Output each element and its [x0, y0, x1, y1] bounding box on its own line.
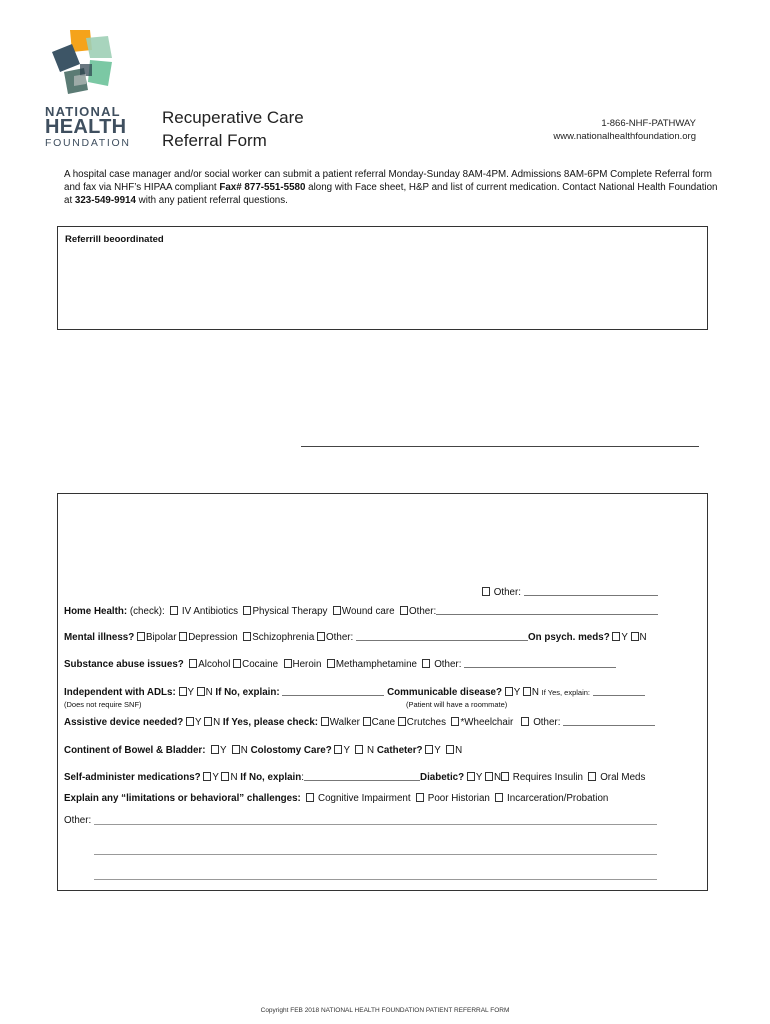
assistive-other-checkbox[interactable] [521, 717, 529, 726]
other-top-label: Other: [493, 587, 521, 598]
diabetic-no-checkbox[interactable] [485, 772, 493, 781]
adl-no-label: N [205, 687, 213, 698]
nhf-logo-icon [50, 28, 120, 106]
substance-other-field[interactable] [464, 659, 616, 668]
mental-other-label: Other: [326, 632, 354, 643]
other-bottom-label: Other: [64, 815, 92, 826]
logo-national-text: NATIONAL [45, 104, 121, 119]
assistive-check-label: If Yes, please check: [222, 717, 319, 728]
insulin-checkbox[interactable] [501, 772, 509, 781]
other-line-2[interactable] [94, 854, 657, 855]
depression-checkbox[interactable] [179, 632, 187, 641]
logo-foundation-text: FOUNDATION [45, 137, 131, 149]
psych-meds-label: On psych. meds? [528, 632, 610, 643]
bipolar-label: Bipolar [145, 632, 177, 643]
limitations-label: Explain any “limitations or behavioral” challenges: [64, 793, 301, 804]
intro-fax: Fax# 877-551-5580 [219, 182, 306, 193]
logo-health-text: HEALTH [45, 116, 127, 138]
referral-coordinated-label: Referrill beoordinated [65, 234, 164, 245]
communicable-explain-field[interactable] [593, 687, 645, 696]
referral-coordinated-box[interactable] [57, 226, 708, 330]
cognitive-label: Cognitive Impairment [318, 793, 411, 804]
continent-row [64, 745, 462, 756]
self-admin-label: Self-administer medications? [64, 772, 201, 783]
colostomy-yes-label: Y [343, 745, 350, 756]
wound-care-label: Wound care [341, 606, 395, 617]
crutches-label: Crutches [406, 717, 446, 728]
assistive-yes-checkbox[interactable] [186, 717, 194, 726]
copyright-footer: Copyright FEB 2018 NATIONAL HEALTH FOUNDATION PATIENT REFERRAL FORM [260, 1007, 510, 1014]
home-health-other-label: Other: [409, 606, 437, 617]
cane-checkbox[interactable] [363, 717, 371, 726]
communicable-no-checkbox[interactable] [523, 687, 531, 696]
insulin-label: Requires Insulin [512, 772, 583, 783]
iv-antibiotics-checkbox[interactable] [170, 606, 178, 615]
communicable-explain-label: If Yes, explain: [541, 688, 591, 697]
communicable-yes-checkbox[interactable] [505, 687, 513, 696]
substance-abuse-label: Substance abuse issues? [64, 659, 184, 670]
wheelchair-checkbox[interactable] [451, 717, 459, 726]
home-health-other-checkbox[interactable] [400, 606, 408, 615]
adl-explain-label: If No, explain: [215, 687, 280, 698]
home-health-other-field[interactable] [436, 606, 658, 615]
colostomy-no-checkbox[interactable] [355, 745, 363, 754]
oral-meds-checkbox[interactable] [588, 772, 596, 781]
self-admin-yes-label: Y [212, 772, 219, 783]
cocaine-label: Cocaine [242, 659, 279, 670]
meth-checkbox[interactable] [327, 659, 335, 668]
communicable-yes-label: Y [513, 687, 521, 698]
cognitive-checkbox[interactable] [306, 793, 314, 802]
meth-label: Methamphetamine [335, 659, 417, 670]
other-top-row [482, 587, 658, 598]
crutches-checkbox[interactable] [398, 717, 406, 726]
poor-historian-label: Poor Historian [427, 793, 490, 804]
substance-abuse-row [64, 659, 616, 670]
walker-checkbox[interactable] [321, 717, 329, 726]
mental-illness-row [64, 632, 647, 643]
self-admin-no-label: N [230, 772, 238, 783]
other-top-checkbox[interactable] [482, 587, 490, 596]
psych-meds-no-checkbox[interactable] [631, 632, 639, 641]
contact-website[interactable]: www.nationalhealthfoundation.org [553, 131, 696, 142]
continent-no-label: N [240, 745, 248, 756]
communicable-no-label: N [531, 687, 539, 698]
diabetic-yes-checkbox[interactable] [467, 772, 475, 781]
diabetic-no-label: N [493, 772, 502, 783]
wound-care-checkbox[interactable] [333, 606, 341, 615]
contact-phone: 1-866-NHF-PATHWAY [601, 118, 696, 129]
catheter-yes-label: Y [434, 745, 441, 756]
self-admin-explain-field[interactable] [304, 772, 420, 781]
adl-note: (Does not require SNF) [64, 700, 142, 709]
self-admin-explain-label: If No, explain [240, 772, 302, 783]
iv-antibiotics-label: IV Antibiotics [181, 606, 239, 617]
poor-historian-checkbox[interactable] [416, 793, 424, 802]
intro-text-3: with any patient referral questions. [135, 195, 288, 206]
schizophrenia-checkbox[interactable] [243, 632, 251, 641]
communicable-note: (Patient will have a roommate) [406, 700, 508, 709]
adl-row [64, 687, 645, 698]
cocaine-checkbox[interactable] [233, 659, 241, 668]
alcohol-label: Alcohol [198, 659, 231, 670]
intro-paragraph [64, 168, 724, 207]
diabetic-yes-label: Y [475, 772, 483, 783]
catheter-yes-checkbox[interactable] [425, 745, 433, 754]
adl-yes-label: Y [187, 687, 194, 698]
adl-no-checkbox[interactable] [197, 687, 205, 696]
continent-yes-label: Y [219, 745, 227, 756]
cane-label: Cane [371, 717, 396, 728]
communicable-label: Communicable disease? [387, 687, 502, 698]
signature-line[interactable] [301, 446, 699, 447]
mental-other-checkbox[interactable] [317, 632, 325, 641]
assistive-yes-label: Y [195, 717, 202, 728]
adl-yes-checkbox[interactable] [179, 687, 187, 696]
substance-other-checkbox[interactable] [422, 659, 430, 668]
heroin-checkbox[interactable] [284, 659, 292, 668]
home-health-hint: (check): [129, 606, 165, 617]
substance-other-label: Other: [434, 659, 462, 670]
intro-text-1: A hospital case manager and/or social worker can submit a patient referral Monday-Sunday 8AM-4PM. Admissions 8AM-6PM Complete Referral form and fax via NHF’s HIPAA compliant [64, 169, 712, 193]
catheter-label: Catheter? [376, 745, 423, 756]
self-admin-row: Self-administer medications? Y N If No, explain: Diabetic? Y N Requires Insulin Oral Meds [64, 772, 646, 783]
adl-explain-field[interactable] [282, 687, 384, 696]
continent-no-checkbox[interactable] [232, 745, 240, 754]
home-health-label: Home Health: [64, 606, 128, 617]
form-title-line1: Recuperative Care [162, 108, 304, 127]
continent-yes-checkbox[interactable] [211, 745, 219, 754]
mental-other-field[interactable] [356, 632, 528, 641]
self-admin-no-checkbox[interactable] [221, 772, 229, 781]
adl-label: Independent with ADLs: [64, 687, 176, 698]
catheter-no-checkbox[interactable] [446, 745, 454, 754]
assistive-row [64, 717, 655, 728]
heroin-label: Heroin [292, 659, 322, 670]
incarceration-checkbox[interactable] [495, 793, 503, 802]
other-line-1[interactable] [94, 824, 657, 825]
assistive-no-checkbox[interactable] [204, 717, 212, 726]
other-line-3[interactable] [94, 879, 657, 880]
assistive-other-field[interactable] [563, 717, 655, 726]
incarceration-label: Incarceration/Probation [507, 793, 609, 804]
wheelchair-label: *Wheelchair [460, 717, 514, 728]
colostomy-no-label: N [367, 745, 375, 756]
intro-phone: 323-549-9914 [74, 195, 136, 206]
diabetic-label: Diabetic? [420, 772, 465, 783]
physical-therapy-checkbox[interactable] [243, 606, 251, 615]
psych-meds-yes-checkbox[interactable] [612, 632, 620, 641]
psych-meds-yes-label: Y [621, 632, 628, 643]
assistive-no-label: N [213, 717, 221, 728]
depression-label: Depression [188, 632, 238, 643]
psych-meds-no-label: N [639, 632, 647, 643]
assistive-other-label: Other: [533, 717, 561, 728]
bipolar-checkbox[interactable] [137, 632, 145, 641]
mental-illness-label: Mental illness? [64, 632, 135, 643]
limitations-row [64, 793, 608, 804]
walker-label: Walker [329, 717, 360, 728]
intro-text-2: along with Face sheet, H&P and list of current medication. Contact National Health Foundation at [64, 182, 718, 206]
colostomy-yes-checkbox[interactable] [334, 745, 342, 754]
other-top-field[interactable] [524, 587, 658, 596]
home-health-row [64, 606, 658, 617]
oral-meds-label: Oral Meds [600, 772, 646, 783]
schizophrenia-label: Schizophrenia [252, 632, 315, 643]
self-admin-yes-checkbox[interactable] [203, 772, 211, 781]
assistive-label: Assistive device needed? [64, 717, 184, 728]
alcohol-checkbox[interactable] [189, 659, 197, 668]
other-bottom-row [64, 815, 91, 826]
catheter-no-label: N [455, 745, 463, 756]
continent-label: Continent of Bowel & Bladder: [64, 745, 206, 756]
form-title-line2: Referral Form [162, 131, 267, 150]
colostomy-label: Colostomy Care? [250, 745, 332, 756]
physical-therapy-label: Physical Therapy [252, 606, 328, 617]
